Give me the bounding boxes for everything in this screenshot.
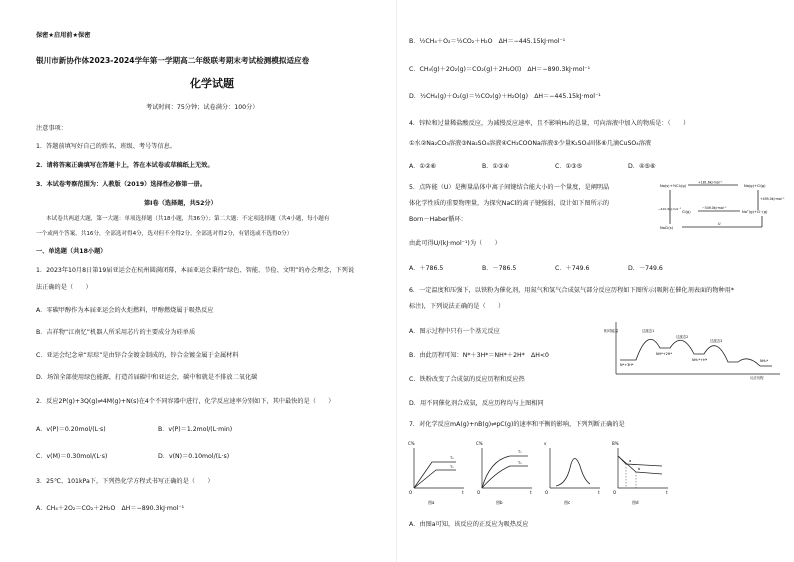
q5-stem: 体化学性质的重要物理量，为探究NaCl的离子键强弱，设计如下图所示的 [409,200,610,207]
q2-option[interactable]: C．v(M)＝0.30mol/(L·s) [36,453,108,460]
q2-stem: 2．反应2P(g)+3Q(g)⇌4M(g)+N(s)在4个不同容器中进行，化学反应速率分别如下，其中最快的是（ ） [36,398,335,405]
q1-stem: 1．2023年10月8日第19届亚运会在杭州圆满闭幕，本届亚运会秉持“绿色、智能、节俭、文明”的办会理念，下列说 [36,267,355,274]
reaction-pathway-diagram [600,320,786,380]
graph-x-label: t [530,490,532,495]
graph-curve-label: b [638,467,641,471]
note-item: 1．答题前填写好自己的姓名、班级、考号等信息。 [36,143,177,150]
q6-option[interactable]: A．图示过程中只有一个基元反应 [409,328,500,335]
graph-y-label: C% [476,441,483,446]
bh-mid-right: Na⁺(g)+Cl⁻(g) [742,210,768,214]
q4-option[interactable]: D．④⑤⑥ [628,163,656,170]
graph-y-label: v [544,441,547,446]
q4-stem: 4．锌粒和过量稀盐酸反应，为减慢反应速率，且不影响H₂的总量，可向溶液中加入的物质是：（ ） [409,120,690,127]
q3-option[interactable]: B．½CH₄＋O₂＝½CO₂＋H₂O ΔH＝−445.15kJ·mol⁻¹ [409,38,566,45]
graph-b [474,438,538,510]
column-divider [396,0,397,562]
graph-x-label: t [462,490,464,495]
graph-curve-label: T₂ [518,461,522,465]
rp-ts3: 过渡态3 [710,339,723,343]
subject-title: 化学试题 [190,77,234,90]
section-desc: 一个或两个答案，共16分，全部选对得4分，选对但不全得2分，全部选对得2分，有错选或不选得0分） [36,231,293,237]
graph-origin: O [613,490,617,495]
q3-stem: 3．25℃、101kPa下，下列热化学方程式书写正确的是（ ） [36,478,214,485]
q2-option[interactable]: A．v(P)＝0.20mol/(L·s) [36,426,106,433]
bh-right-arrow: +495.0kJ·mol⁻¹ [760,197,785,201]
rp-ts2: 过渡态2 [676,335,689,339]
notes-heading: 注意事项： [36,125,67,132]
graph-y-label: B% [612,441,619,446]
q6-option[interactable]: C．铁粉改变了合成氨的反应历程和反应热 [409,376,525,383]
graph-caption: 图a [428,500,435,505]
note-item: 2．请将答案正确填写在答题卡上，答在本试卷或草稿纸上无效。 [36,162,214,169]
graph-curve-label: T₁ [450,465,454,469]
graph-x-label: t [666,490,668,495]
rp-y-label: 相对能量 [604,329,619,333]
q3-option[interactable]: D．½CH₄(g)＋O₂(g)＝½CO₂(g)＋H₂O(g) ΔH＝−445.15kJ·mol⁻¹ [409,93,601,100]
graph-origin: O [409,490,413,495]
graph-caption: 图c [564,500,571,505]
q7-option[interactable]: A．由图a可知，该反应的正反应为吸热反应 [409,521,529,528]
graph-y-label: C% [408,441,415,446]
q6-option[interactable]: B．由此历程可知：N*＋3H*＝NH*＋2H* ΔH<0 [409,352,549,359]
q5-option[interactable]: C．＋749.6 [555,265,590,272]
graph-curve-2 [482,466,528,488]
q4-option[interactable]: C．①③⑤ [555,163,583,170]
q6-stem: 6．一定温度和压强下，以铁粉为催化剂，用氮气和氢气合成氨气部分反应历程如下图所示(吸附在催化剂表面的物种用* [409,287,735,294]
graph-caption: 图b [496,500,503,505]
q1-stem: 法正确的是（ ） [36,284,92,291]
bh-mid-arrow: −349.0kJ·mol⁻¹ [702,206,727,210]
rp-start: N*+3H* [620,363,634,367]
note-item: 3．本试卷考察范围为：人教版（2019）选择性必修第一册。 [36,181,207,188]
q6-stem: 标注)，下列说法正确的是（ ） [409,303,505,310]
secret-label: 保密★启用前★保密 [36,32,91,39]
bh-top-right: Na(g)+Cl(g) [744,184,766,188]
rp-ts1: 过渡态1 [642,329,655,333]
bh-top-left: Na(s)+½Cl₂(g) [660,184,687,188]
q2-option[interactable]: D．v(N)＝0.10mol/(L·s) [158,453,230,460]
graph-a [406,438,470,510]
graph-curve-label: T₁ [518,450,522,454]
rp-i2: NH₂*+H* [692,358,708,362]
q5-stem: Born－Haber循环： [409,216,467,223]
graph-curve-1 [618,456,662,466]
q3-option[interactable]: C．CH₄(g)＋2O₂(g)＝CO₂(g)＋2H₂O(l) ΔH＝−890.3kJ·mol⁻¹ [409,66,591,73]
q4-option[interactable]: B．①③④ [482,163,510,170]
bh-bottom-left: NaCl(s) [660,226,674,230]
q1-option[interactable]: C．亚运会纪念章“琮琮”是由锌合金镀金制成的，锌合金镀金属于金属材料 [36,352,239,359]
rp-curve [620,339,772,366]
right-column [400,0,794,562]
bh-top-arrow: +181.6kJ·mol⁻¹ [698,180,723,185]
q4-list: ①水②Na₂CO₃溶液③Na₂SO₄溶液④CH₃COONa溶液⑤少量K₂SO₄固体⑥几滴CuSO₄溶液 [409,140,652,147]
bh-left-arrow: −410.9kJ·mol⁻¹ [658,207,682,211]
q3-option[interactable]: A．CH₄＋2O₂＝CO₂＋2H₂O ΔH＝−890.3kJ·mol⁻¹ [36,505,185,512]
q2-option[interactable]: B．v(P)＝1.2mol/(L·min) [158,426,233,433]
graph-curve-label: T₂ [450,456,454,460]
bh-mid-left: Cl(g) [682,210,691,214]
q5-option[interactable]: A．＋786.5 [409,265,444,272]
graph-origin: O [545,490,549,495]
graph-d [610,438,674,510]
exam-title: 银川市新协作体2023-2024学年第一学期高二年级联考期末考试检测模拟适应卷 [36,56,310,65]
section-desc: 本试卷共两道大题，第一大题：单项选择题（共18小题，共36分）；第二大题：不定项选择题（共4小题，每小题有 [46,216,330,222]
rp-i1: NH*+2H* [656,352,673,356]
time-info: 考试时间：75分钟；试卷满分：100分） [146,104,259,111]
q6-option[interactable]: D．用不同催化剂合成氨，反应历程均与上图相同 [409,400,544,407]
graph-c [542,438,606,510]
born-haber-diagram [658,180,785,232]
q5-stem: 5．点阵能（U）是衡量晶体中离子间键结合能大小的一个量度，是阐明晶 [409,184,610,191]
q1-option[interactable]: B．吉祥物“江南忆”机器人所采用芯片的主要成分为硅单质 [36,329,196,336]
part-title: 一、单选题（共18小题） [36,248,107,255]
q5-question: 由此可得U/(kJ·mol⁻¹)为（ ） [409,240,501,247]
graph-curve-label: a [629,459,632,463]
graph-origin: O [477,490,481,495]
graph-curve-1 [556,458,590,486]
q5-option[interactable]: D．－749.6 [628,265,663,272]
q7-stem: 7．对化学反应mA(g)+nB(g)⇌pC(g)的速率和平衡的影响，下列判断正确的是 [409,421,625,428]
graph-x-label: t [598,490,600,495]
q5-option[interactable]: B．－786.5 [482,265,517,272]
section-title: 第Ⅰ卷（选择题，共52分） [144,200,217,207]
q1-option[interactable]: A．零碳甲醇作为本届亚运会的火炬燃料，甲醇燃烧属于吸热反应 [36,307,214,314]
rp-end: NH₃* [760,359,769,363]
rp-x-label: 反应历程 [750,376,764,380]
left-column [0,0,395,562]
bh-bottom-arrow: U [718,222,721,226]
graph-caption: 图d [632,500,639,505]
q4-option[interactable]: A．①②⑥ [409,163,437,170]
q1-option[interactable]: D．场馆全部使用绿色能源，打造首届碳中和亚运会，碳中和就是不排放二氧化碳 [36,374,258,381]
